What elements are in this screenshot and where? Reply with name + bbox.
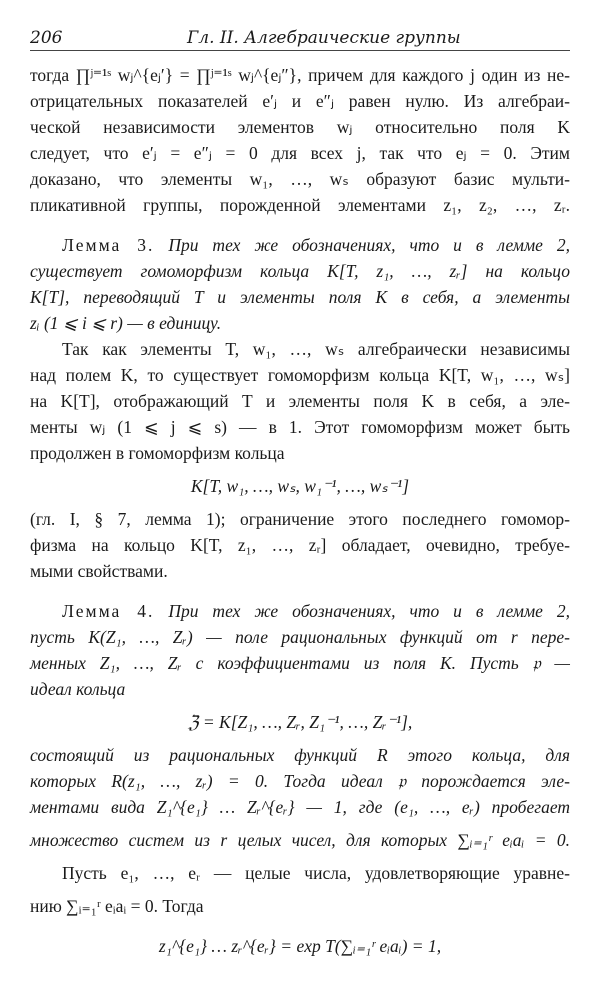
- lemma-4-heading: [30, 598, 570, 624]
- text-line: Так как элементы T, w₁, …, wₛ алгебраически независимы: [62, 339, 570, 359]
- lemma-4-label: Лемма 4.: [62, 601, 155, 621]
- text-line: множество систем из r целых чисел, для которых ∑ᵢ₌₁ʳ eᵢaᵢ = 0.: [30, 830, 570, 850]
- text-line: тогда ∏ʲ⁼¹ˢ wⱼ^{eⱼ′} = ∏ʲ⁼¹ˢ wⱼ^{eⱼ″}, причем для каждого j один из не-: [30, 65, 570, 85]
- text-line: пусть K(Z₁, …, Zᵣ) — поле рациональных функций от r пере-: [30, 627, 570, 647]
- text-line: (гл. I, § 7, лемма 1); ограничение этого последнего гомомор-: [30, 509, 570, 529]
- formula-ideal-ring: ℨ = K[Z₁, …, Zᵣ, Z₁⁻¹, …, Zᵣ⁻¹],: [187, 712, 413, 732]
- text-line: нию ∑ᵢ₌₁ʳ eᵢaᵢ = 0. Тогда: [30, 896, 204, 916]
- text-line: на K[T], отображающий T и элементы поля K в себя, а эле-: [30, 391, 570, 411]
- lemma-3-label: Лемма 3.: [62, 235, 155, 255]
- text-line: ментами вида Z₁^{e₁} … Zᵣ^{eᵣ} — 1, где (e₁, …, eᵣ) пробегает: [30, 797, 570, 817]
- text-line: менты wⱼ (1 ⩽ j ⩽ s) — в 1. Этот гомоморфизм может быть: [30, 417, 570, 437]
- text-line: zᵢ (1 ⩽ i ⩽ r) — в единицу.: [30, 313, 222, 333]
- lemma-4-text: При тех же обозначениях, что и в лемме 2,: [168, 601, 570, 621]
- lemma-3-text: При тех же обозначениях, что и в лемме 2,: [168, 235, 570, 255]
- running-head: Гл. II. Алгебраические группы: [187, 28, 461, 48]
- page-number: 206: [30, 28, 63, 48]
- text-line: пликативной группы, порожденной элементами z₁, z₂, …, zᵣ.: [30, 195, 570, 215]
- text-line: продолжен в гомоморфизм кольца: [30, 443, 285, 463]
- formula-ring: K[T, w₁, …, wₛ, w₁⁻¹, …, wₛ⁻¹]: [190, 476, 410, 496]
- text-line: ческой независимости элементов wⱼ относительно поля K: [30, 117, 570, 137]
- formula-exp: z₁^{e₁} … zᵣ^{eᵣ} = exp T(∑ᵢ₌₁ʳ eᵢaᵢ) = 1,: [158, 936, 442, 956]
- text-line: доказано, что элементы w₁, …, wₛ образуют базис мульти-: [30, 169, 570, 189]
- text-line: идеал кольца: [30, 679, 126, 699]
- text-line: следует, что e′ⱼ = e″ⱼ = 0 для всех j, так что eⱼ = 0. Этим: [30, 143, 570, 163]
- text-line: которых R(z₁, …, zᵣ) = 0. Тогда идеал 𝔭 порождается эле-: [30, 771, 570, 791]
- page-header: [30, 26, 570, 51]
- body-text: [30, 62, 570, 966]
- text-line: мыми свойствами.: [30, 561, 168, 581]
- text-line: отрицательных показателей e′ⱼ и e″ⱼ равен нулю. Из алгебраи-: [30, 91, 570, 111]
- text-line: существует гомоморфизм кольца K[T, z₁, …, zᵣ] на кольцо: [30, 261, 570, 281]
- text-line: Пусть e₁, …, eᵣ — целые числа, удовлетворяющие уравне-: [62, 863, 570, 883]
- text-line: состоящий из рациональных функций R этого кольца, для: [30, 745, 570, 765]
- text-line: над полем K, то существует гомоморфизм кольца K[T, w₁, …, wₛ]: [30, 365, 570, 385]
- text-line: K[T], переводящий T и элементы поля K в себя, а элементы: [30, 287, 570, 307]
- text-line: физма на кольцо K[T, z₁, …, zᵣ] обладает, очевидно, требуе-: [30, 535, 570, 555]
- text-line: менных Z₁, …, Zᵣ с коэффициентами из поля K. Пусть 𝔭 —: [30, 653, 570, 673]
- lemma-3-heading: [30, 232, 570, 258]
